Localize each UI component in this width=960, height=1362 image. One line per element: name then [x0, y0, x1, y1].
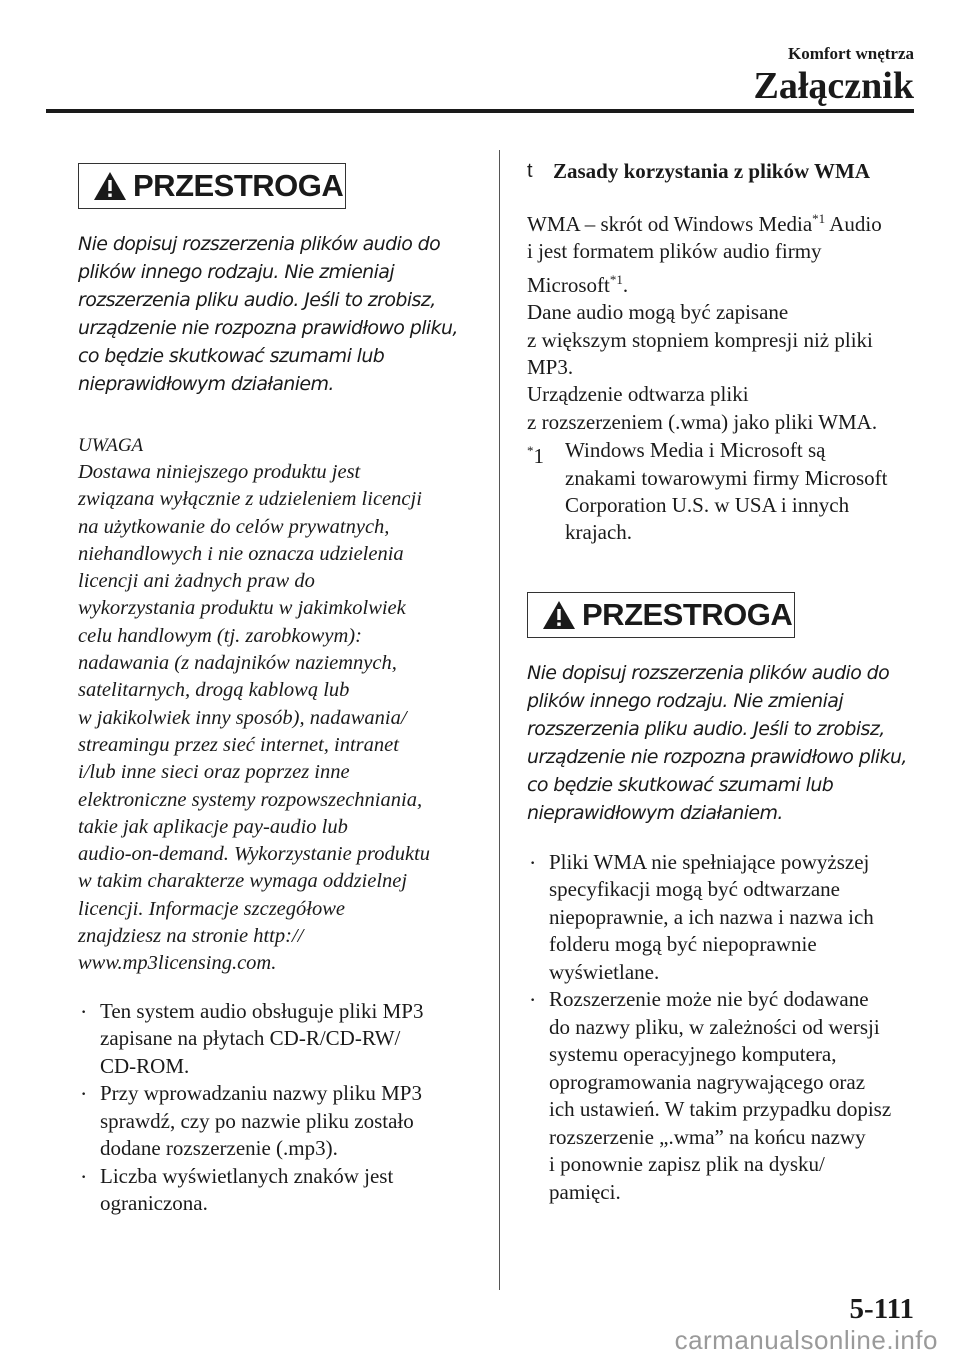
- bullet-line: folderu mogą być niepoprawnie: [549, 932, 817, 957]
- note-line: Dostawa niniejszego produktu jest: [78, 461, 361, 483]
- body-line: Microsoft$^{*1}$.: [527, 271, 629, 297]
- note-line: audio-on-demand. Wykorzystanie produktu: [78, 843, 431, 866]
- note-line: streamingu przez sieć internet, intranet: [78, 733, 399, 756]
- bullet-line: specyfikacji mogą być odtwarzane: [549, 877, 840, 902]
- heading-text: Zasady korzystania z plików WMA: [553, 159, 870, 183]
- note-line: celu handlowym (tj. zarobkowym):: [78, 624, 362, 647]
- header-rule: [46, 109, 914, 113]
- bullet-icon: [80, 998, 87, 1027]
- list-item: [78, 1080, 478, 1163]
- bullet-line: sprawdź, czy po nazwie pliku zostało: [100, 1108, 414, 1133]
- note-line: www.mp3licensing.com.: [78, 952, 277, 975]
- bullet-line: CD-ROM.: [100, 1053, 190, 1078]
- caution-line: nieprawidłowym działaniem.: [527, 801, 783, 824]
- caution-text: [527, 659, 927, 827]
- note-text: [78, 459, 478, 978]
- caution-label: PRZESTROGA: [133, 168, 344, 203]
- section-heading: [527, 157, 927, 185]
- note-line: satelitarnych, drogą kablową lub: [78, 679, 350, 702]
- warning-triangle-icon: [542, 600, 576, 630]
- bullet-line: wyświetlane.: [549, 959, 660, 984]
- bullet-icon: [529, 849, 536, 878]
- note-line: w jakikolwiek inny sposób), nadawania/: [78, 706, 407, 729]
- heading-marker-icon: t: [527, 160, 533, 182]
- list-item: [527, 849, 927, 987]
- wma-intro: [527, 205, 927, 436]
- list-item: [78, 998, 478, 1081]
- note-line: znajdziesz na stronie http://: [78, 925, 304, 948]
- running-header: [754, 44, 914, 108]
- section-title: Komfort wnętrza: [787, 44, 914, 63]
- bullet-line: rozszerzenie „.wma” na końcu nazwy: [549, 1124, 866, 1149]
- note-line: wykorzystania produktu w jakimkolwiek: [78, 597, 406, 620]
- footnote-line: Corporation U.S. w USA i innych: [565, 493, 850, 518]
- caution-line: rozszerzenia pliku audio. Jeśli to zrobisz,: [527, 717, 885, 740]
- caution-label: PRZESTROGA: [582, 596, 793, 632]
- watermark-text: carmanualsonline.info: [674, 1325, 938, 1355]
- bullet-line: Liczba wyświetlanych znaków jest: [100, 1163, 394, 1188]
- caution-line: urządzenie nie rozpozna prawidłowo pliku,: [527, 745, 907, 768]
- note-line: w takim charakterze wymaga oddzielnej: [78, 870, 408, 893]
- bullet-line: Przy wprowadzaniu nazwy pliku MP3: [100, 1081, 422, 1106]
- caution-line: plików innego rodzaju. Nie zmieniaj: [527, 689, 844, 712]
- caution-text: [78, 230, 478, 398]
- caution-line: Nie dopisuj rozszerzenia plików audio do: [527, 661, 890, 684]
- column-divider: [499, 150, 500, 1290]
- list-item: [527, 986, 927, 1206]
- bullet-icon: [80, 1080, 87, 1109]
- bullet-line: Ten system audio obsługuje pliki MP3: [100, 998, 424, 1023]
- bullet-line: niepoprawnie, a ich nazwa i nazwa ich: [549, 904, 874, 929]
- note-line: i/lub inne sieci oraz poprzez inne: [78, 761, 350, 784]
- left-column: [78, 163, 478, 1218]
- note-line: elektroniczne systemy rozpowszechniania,: [78, 788, 423, 811]
- list-item: [78, 1163, 478, 1218]
- footnote-mark: *1: [527, 443, 544, 469]
- warning-triangle-icon: [93, 171, 127, 201]
- bullet-line: oprogramowania nagrywającego oraz: [549, 1069, 866, 1094]
- note-line: licencji. Informacje szczegółowe: [78, 897, 346, 920]
- bullet-icon: [80, 1163, 87, 1192]
- footnote: [527, 437, 927, 547]
- body-line: i jest formatem plików audio firmy: [527, 239, 822, 264]
- bullet-line: do nazwy pliku, w zależności od wersji: [549, 1014, 880, 1039]
- note-line: nadawania (z nadajników naziemnych,: [78, 652, 397, 675]
- bullet-line: Rozszerzenie może nie być dodawane: [549, 987, 869, 1012]
- note-line: niehandlowych i nie oznacza udzielenia: [78, 542, 404, 565]
- caution-line: Nie dopisuj rozszerzenia plików audio do: [78, 233, 441, 255]
- body-line: z rozszerzeniem (.wma) jako pliki WMA.: [527, 409, 878, 434]
- footnote-line: znakami towarowymi firmy Microsoft: [565, 465, 888, 490]
- caution-line: plików innego rodzaju. Nie zmieniaj: [78, 261, 395, 283]
- footnote-line: krajach.: [565, 520, 633, 545]
- caution-line: co będzie skutkować szumami lub: [527, 773, 834, 796]
- body-line: Urządzenie odtwarza pliki: [527, 382, 749, 407]
- footnote-text: [565, 437, 888, 547]
- bullet-line: dodane rozszerzenie (.mp3).: [100, 1136, 338, 1161]
- note-line: na użytkowanie do celów prywatnych,: [78, 515, 390, 538]
- chapter-title: Załącznik: [753, 65, 914, 107]
- bullet-list: [78, 998, 478, 1218]
- right-column: [527, 157, 927, 1206]
- body-line: MP3.: [527, 355, 574, 380]
- bullet-icon: [529, 986, 536, 1015]
- caution-box: [527, 592, 795, 638]
- note-line: związana wyłącznie z udzieleniem licencji: [78, 488, 422, 511]
- bullet-line: systemu operacyjnego komputera,: [549, 1042, 837, 1067]
- footnote-line: Windows Media i Microsoft są: [565, 438, 826, 463]
- caution-line: nieprawidłowym działaniem.: [78, 373, 334, 395]
- bullet-line: i ponownie zapisz plik na dysku/: [549, 1152, 825, 1177]
- caution-line: co będzie skutkować szumami lub: [78, 345, 385, 367]
- caution-box: [78, 163, 346, 209]
- page-number: 5-111: [849, 1293, 914, 1325]
- body-line: Dane audio mogą być zapisane: [527, 300, 789, 325]
- bullet-line: ograniczona.: [100, 1191, 208, 1216]
- note-line: takie jak aplikacje pay-audio lub: [78, 815, 348, 838]
- note-line: licencji ani żadnych praw do: [78, 570, 315, 593]
- body-line: z większym stopniem kompresji niż pliki: [527, 327, 873, 352]
- body-line: WMA – skrót od Windows Media$^{*1}$ Audio: [527, 211, 882, 236]
- bullet-line: ich ustawień. W takim przypadku dopisz: [549, 1097, 892, 1122]
- caution-line: rozszerzenia pliku audio. Jeśli to zrobisz,: [78, 289, 436, 311]
- caution-line: urządzenie nie rozpozna prawidłowo pliku,: [78, 317, 458, 339]
- bullet-list: [527, 849, 927, 1207]
- bullet-line: Pliki WMA nie spełniające powyższej: [549, 849, 870, 874]
- note-title: UWAGA: [78, 435, 144, 456]
- bullet-line: zapisane na płytach CD-R/CD-RW/: [100, 1026, 401, 1051]
- bullet-line: pamięci.: [549, 1179, 621, 1204]
